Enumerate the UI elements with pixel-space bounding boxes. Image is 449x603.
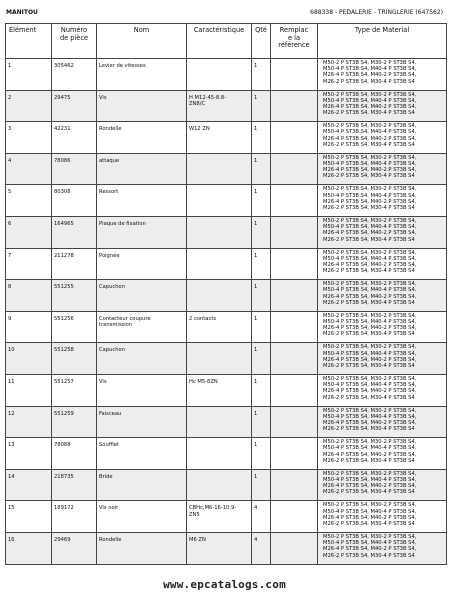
material-line: M26-2 P ST3B S4, M30-4 P ST3B S4 [323,489,415,496]
cell-element: 5 [6,185,52,217]
material-line: M26-4 P ST3B S4, M40-2 P ST3B S4, [323,261,417,268]
cell-replacement [271,469,318,501]
column-header-material-type: Type de Material [318,24,447,59]
material-line: M50-2 P ST3B S4, M30-2 P ST3B S4, [323,281,417,288]
cell-element: 4 [6,153,52,185]
material-line: M26-2 P ST3B S4, M30-4 P ST3B S4 [323,394,415,401]
cell-qty: 1 [252,59,271,91]
cell-part-number: 305462 [52,59,97,91]
footer-url[interactable]: www.epcatalogs.com [163,578,286,591]
cell-name: Contacteur coupure transmission [97,311,187,343]
material-line: M50-4 P ST3B S4, M40-4 P ST3B S4, [323,382,417,389]
material-line: M50-2 P ST3B S4, M30-2 P ST3B S4, [323,91,417,98]
cell-name: Poignée [97,248,187,280]
material-line: M26-2 P ST3B S4, M30-4 P ST3B S4 [323,110,415,117]
cell-material-type [318,374,447,406]
table-row [6,122,447,154]
cell-qty: 1 [252,469,271,501]
material-line: M50-2 P ST3B S4, M30-2 P ST3B S4, [323,217,417,224]
material-line: M50-4 P ST3B S4, M40-4 P ST3B S4, [323,318,417,325]
cell-name: Vis noir [97,501,187,533]
cell-part-number: 29475 [52,90,97,122]
cell-element: 12 [6,406,52,438]
material-line: M26-4 P ST3B S4, M40-2 P ST3B S4, [323,451,417,458]
material-line: M26-4 P ST3B S4, M40-2 P ST3B S4, [323,546,417,553]
cell-material-type [318,406,447,438]
cell-name: Rondelle [97,122,187,154]
table-row [6,311,447,343]
cell-characteristic [187,406,252,438]
cell-characteristic: W12 ZN [187,122,252,154]
cell-qty: 4 [252,532,271,564]
material-line: M50-2 P ST3B S4, M30-2 P ST3B S4, [323,186,417,193]
table-row [6,216,447,248]
cell-replacement [271,153,318,185]
document-title: 688338 - PEDALERIE - TRINGLERIE (647562) [310,9,443,16]
material-line: M26-2 P ST3B S4, M30-4 P ST3B S4 [323,552,415,559]
cell-replacement [271,280,318,312]
cell-name: Vis [97,90,187,122]
cell-part-number: 42231 [52,122,97,154]
column-header-qty: Qté [252,24,271,59]
cell-element: 1 [6,59,52,91]
material-line: M50-2 P ST3B S4, M30-2 P ST3B S4, [323,60,417,66]
cell-characteristic [187,343,252,375]
cell-qty: 1 [252,343,271,375]
material-line: M26-4 P ST3B S4, M40-2 P ST3B S4, [323,514,417,521]
table-row [6,343,447,375]
cell-part-number: 551259 [52,406,97,438]
brand-name: MANITOU [6,9,38,16]
table-row [6,90,447,122]
material-line: M50-4 P ST3B S4, M40-4 P ST3B S4, [323,540,417,547]
cell-element: 8 [6,280,52,312]
cell-element: 6 [6,216,52,248]
cell-element: 14 [6,469,52,501]
cell-name: Soufflet [97,438,187,470]
cell-replacement [271,438,318,470]
cell-characteristic [187,185,252,217]
cell-part-number: 78086 [52,153,97,185]
cell-part-number: 29469 [52,532,97,564]
material-line: M26-4 P ST3B S4, M40-2 P ST3B S4, [323,419,417,426]
cell-element: 7 [6,248,52,280]
cell-name: Plaque de fixation [97,216,187,248]
cell-characteristic: H M12-45-8.8- ZN8/C [187,90,252,122]
cell-element: 15 [6,501,52,533]
cell-characteristic: M6 ZN [187,532,252,564]
cell-qty: 1 [252,122,271,154]
material-line: M26-2 P ST3B S4, M30-4 P ST3B S4 [323,78,415,85]
material-line: M26-4 P ST3B S4, M40-2 P ST3B S4, [323,104,417,110]
cell-qty: 1 [252,311,271,343]
cell-name: Capuchon [97,343,187,375]
cell-part-number: 218735 [52,469,97,501]
cell-qty: 4 [252,501,271,533]
cell-characteristic [187,469,252,501]
cell-replacement [271,374,318,406]
cell-qty: 1 [252,90,271,122]
material-line: M50-4 P ST3B S4, M40-4 P ST3B S4, [323,350,417,357]
cell-material-type [318,343,447,375]
cell-replacement [271,122,318,154]
table-row [6,406,447,438]
material-line: M50-4 P ST3B S4, M40-4 P ST3B S4, [323,445,417,452]
material-line: M50-2 P ST3B S4, M30-2 P ST3B S4, [323,123,417,130]
material-line: M26-4 P ST3B S4, M40-2 P ST3B S4, [323,198,417,205]
material-line: M26-4 P ST3B S4, M40-2 P ST3B S4, [323,388,417,395]
cell-element: 13 [6,438,52,470]
cell-characteristic [187,216,252,248]
cell-name: Capuchon [97,280,187,312]
cell-name: Rondelle [97,532,187,564]
cell-replacement [271,90,318,122]
cell-characteristic: CBHc,M6-16-10.9- ZN5 [187,501,252,533]
column-header-element: Élément [6,24,52,59]
material-line: M26-4 P ST3B S4, M40-2 P ST3B S4, [323,135,417,142]
cell-qty: 1 [252,280,271,312]
cell-name: Faisceau [97,406,187,438]
material-line: M50-2 P ST3B S4, M30-2 P ST3B S4, [323,439,417,446]
material-line: M50-4 P ST3B S4, M40-4 P ST3B S4, [323,129,417,136]
page-header [6,9,443,21]
table-row [6,469,447,501]
cell-qty: 1 [252,438,271,470]
cell-qty: 1 [252,406,271,438]
cell-name: attaque [97,153,187,185]
table-row [6,280,447,312]
cell-material-type [318,469,447,501]
cell-part-number: 189172 [52,501,97,533]
cell-characteristic: 2 contacts [187,311,252,343]
cell-part-number: 164965 [52,216,97,248]
material-line: M26-2 P ST3B S4, M30-4 P ST3B S4 [323,331,415,338]
material-line: M50-2 P ST3B S4, M30-2 P ST3B S4, [323,407,417,414]
material-line: M26-4 P ST3B S4, M40-2 P ST3B S4, [323,230,417,237]
material-line: M50-4 P ST3B S4, M40-4 P ST3B S4, [323,413,417,420]
material-line: M50-4 P ST3B S4, M40-4 P ST3B S4, [323,508,417,515]
material-line: M50-2 P ST3B S4, M30-2 P ST3B S4, [323,312,417,319]
cell-replacement [271,59,318,91]
column-header-replacement: Remplac e la référence [271,24,318,59]
table-row [6,248,447,280]
cell-part-number: 551255 [52,280,97,312]
table-row [6,185,447,217]
cell-material-type [318,280,447,312]
column-header-part-number: Numéro de pièce [52,24,97,59]
cell-material-type [318,438,447,470]
material-line: M50-2 P ST3B S4, M30-2 P ST3B S4, [323,375,417,382]
cell-characteristic [187,153,252,185]
cell-replacement [271,216,318,248]
cell-element: 3 [6,122,52,154]
material-line: M26-2 P ST3B S4, M30-4 P ST3B S4 [323,520,415,527]
cell-characteristic [187,438,252,470]
cell-material-type [318,532,447,564]
column-header-characteristic: Caractéristique [187,24,252,59]
cell-replacement [271,248,318,280]
material-line: M50-2 P ST3B S4, M30-2 P ST3B S4, [323,344,417,351]
cell-qty: 1 [252,185,271,217]
cell-part-number: 80308 [52,185,97,217]
material-line: M50-2 P ST3B S4, M30-2 P ST3B S4, [323,502,417,509]
parts-table [5,23,447,565]
material-line: M50-2 P ST3B S4, M30-2 P ST3B S4, [323,154,417,161]
cell-material-type [318,153,447,185]
cell-name: Ressort [97,185,187,217]
cell-part-number: 551256 [52,311,97,343]
cell-part-number: 551257 [52,374,97,406]
cell-element: 11 [6,374,52,406]
material-line: M26-2 P ST3B S4, M30-4 P ST3B S4 [323,173,415,180]
material-line: M50-4 P ST3B S4, M40-4 P ST3B S4, [323,192,417,199]
table-row [6,438,447,470]
cell-material-type [318,311,447,343]
cell-material-type [318,248,447,280]
table-row [6,501,447,533]
cell-name: Vis [97,374,187,406]
material-line: M50-4 P ST3B S4, M40-4 P ST3B S4, [323,160,417,167]
material-line: M50-4 P ST3B S4, M40-4 P ST3B S4, [323,255,417,262]
material-line: M26-2 P ST3B S4, M30-4 P ST3B S4 [323,362,415,369]
material-line: M26-4 P ST3B S4, M40-2 P ST3B S4, [323,483,417,490]
cell-replacement [271,343,318,375]
table-row [6,153,447,185]
cell-material-type [318,90,447,122]
material-line: M26-4 P ST3B S4, M40-2 P ST3B S4, [323,72,417,79]
cell-material-type [318,59,447,91]
material-line: M50-2 P ST3B S4, M30-2 P ST3B S4, [323,470,417,477]
material-line: M50-4 P ST3B S4, M40-4 P ST3B S4, [323,476,417,483]
cell-element: 16 [6,532,52,564]
cell-material-type [318,501,447,533]
material-line: M26-2 P ST3B S4, M30-4 P ST3B S4 [323,236,415,243]
cell-qty: 1 [252,374,271,406]
cell-material-type [318,216,447,248]
cell-name: Bride [97,469,187,501]
material-line: M26-4 P ST3B S4, M40-2 P ST3B S4, [323,293,417,300]
material-line: M26-2 P ST3B S4, M30-4 P ST3B S4 [323,426,415,433]
cell-material-type [318,122,447,154]
cell-characteristic [187,280,252,312]
material-line: M26-4 P ST3B S4, M40-2 P ST3B S4, [323,167,417,174]
material-line: M26-4 P ST3B S4, M40-2 P ST3B S4, [323,325,417,332]
material-line: M26-4 P ST3B S4, M40-2 P ST3B S4, [323,356,417,363]
cell-characteristic: Hc M5-8ZN [187,374,252,406]
material-line: M50-2 P ST3B S4, M30-2 P ST3B S4, [323,249,417,256]
cell-replacement [271,185,318,217]
cell-element: 2 [6,90,52,122]
cell-characteristic [187,248,252,280]
material-line: M26-2 P ST3B S4, M30-4 P ST3B S4 [323,268,415,275]
column-header-name: Nom [97,24,187,59]
table-row [6,532,447,564]
material-line: M26-2 P ST3B S4, M30-4 P ST3B S4 [323,141,415,148]
material-line: M26-2 P ST3B S4, M30-4 P ST3B S4 [323,457,415,464]
cell-replacement [271,532,318,564]
table-row [6,374,447,406]
cell-element: 10 [6,343,52,375]
cell-qty: 1 [252,216,271,248]
material-line: M50-2 P ST3B S4, M30-2 P ST3B S4, [323,533,417,540]
parts-table-body [6,59,447,565]
cell-part-number: 211278 [52,248,97,280]
material-line: M50-4 P ST3B S4, M40-4 P ST3B S4, [323,97,417,104]
cell-part-number: 78088 [52,438,97,470]
material-line: M50-4 P ST3B S4, M40-4 P ST3B S4, [323,224,417,231]
cell-part-number: 551258 [52,343,97,375]
cell-characteristic [187,59,252,91]
material-line: M50-4 P ST3B S4, M40-4 P ST3B S4, [323,66,417,73]
table-header-row [6,24,447,59]
cell-qty: 1 [252,248,271,280]
cell-qty: 1 [252,153,271,185]
cell-name: Levier de vitesses [97,59,187,91]
cell-material-type [318,185,447,217]
table-row [6,59,447,91]
cell-replacement [271,311,318,343]
cell-replacement [271,406,318,438]
material-line: M50-4 P ST3B S4, M40-4 P ST3B S4, [323,287,417,294]
material-line: M26-2 P ST3B S4, M30-4 P ST3B S4 [323,299,415,306]
material-line: M26-2 P ST3B S4, M30-4 P ST3B S4 [323,204,415,211]
cell-element: 9 [6,311,52,343]
cell-replacement [271,501,318,533]
